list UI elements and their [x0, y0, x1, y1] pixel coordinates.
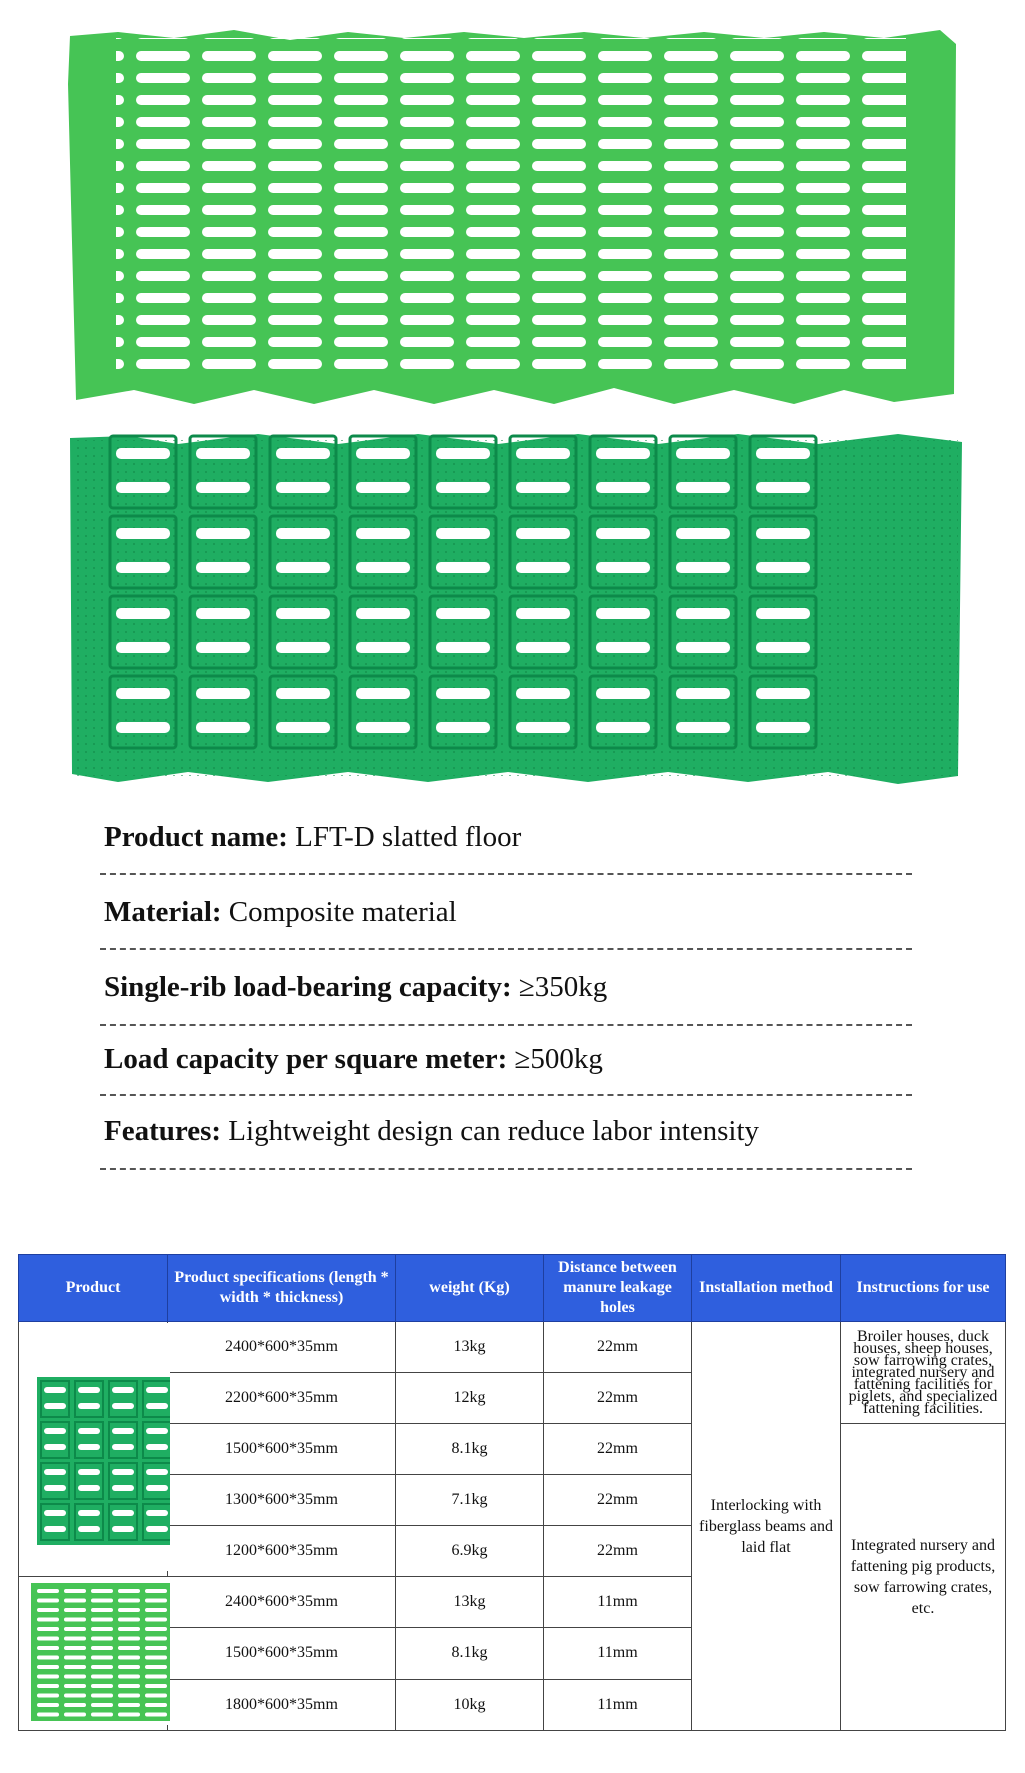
divider [100, 1094, 912, 1096]
spec-product-name: Product name: LFT-D slatted floor [104, 821, 522, 853]
product-image-slot-floor [19, 1577, 168, 1731]
header-product: Product [19, 1255, 168, 1322]
cell-spec: 1500*600*35mm [168, 1424, 396, 1475]
table-header-row [19, 1255, 1006, 1322]
spec-features: Features: Lightweight design can reduce labor intensity [104, 1115, 760, 1147]
cell-spec: 2200*600*35mm [168, 1373, 396, 1424]
slatted-floor-photo-long-slots [64, 24, 960, 414]
cell-weight: 7.1kg [396, 1475, 544, 1526]
cell-spec: 2400*600*35mm [168, 1577, 396, 1628]
spec-material: Material: Composite material [104, 896, 457, 928]
cell-spec: 1500*600*35mm [168, 1628, 396, 1679]
cell-weight: 10kg [396, 1679, 544, 1730]
cell-instructions-2: Integrated nursery and fattening pig products, sow farrowing crates, etc. [841, 1424, 1006, 1731]
spec-load-per-square-meter: Load capacity per square meter: ≥500kg [104, 1043, 603, 1075]
divider [100, 1168, 912, 1170]
cell-distance: 11mm [544, 1679, 692, 1730]
header-specifications: Product specifications (length * width * thickness) [168, 1255, 396, 1322]
header-instructions: Instructions for use [841, 1255, 1006, 1322]
header-weight: weight (Kg) [396, 1255, 544, 1322]
product-spec-table [18, 1254, 1006, 1731]
cell-spec: 2400*600*35mm [168, 1322, 396, 1373]
cell-spec: 1800*600*35mm [168, 1679, 396, 1730]
cell-weight: 13kg [396, 1322, 544, 1373]
cell-weight: 8.1kg [396, 1628, 544, 1679]
cell-distance: 22mm [544, 1424, 692, 1475]
cell-distance: 22mm [544, 1322, 692, 1373]
cell-distance: 22mm [544, 1475, 692, 1526]
cell-distance: 22mm [544, 1373, 692, 1424]
spec-single-rib-capacity: Single-rib load-bearing capacity: ≥350kg [104, 971, 608, 1003]
slot-floor-thumbnail [23, 1577, 170, 1725]
divider [100, 948, 912, 950]
cell-weight: 8.1kg [396, 1424, 544, 1475]
grid-floor-thumbnail [23, 1323, 170, 1571]
cell-spec: 1200*600*35mm [168, 1526, 396, 1577]
header-hole-distance: Distance between manure leakage holes [544, 1255, 692, 1322]
cell-installation: Interlocking with fiberglass beams and laid flat [692, 1322, 841, 1731]
divider [100, 873, 912, 875]
table-row [19, 1322, 1006, 1373]
cell-instructions-1: Broiler houses, duck houses, sheep houses, sow farrowing crates, integrated nursery and fattening facilities for piglets, and specialized fattening facilities. [841, 1322, 1006, 1424]
product-image-grid-floor [19, 1322, 168, 1577]
header-installation: Installation method [692, 1255, 841, 1322]
cell-distance: 11mm [544, 1628, 692, 1679]
cell-weight: 6.9kg [396, 1526, 544, 1577]
cell-distance: 22mm [544, 1526, 692, 1577]
divider [100, 1024, 912, 1026]
slatted-floor-photo-grid [68, 430, 964, 790]
cell-weight: 13kg [396, 1577, 544, 1628]
cell-distance: 11mm [544, 1577, 692, 1628]
cell-weight: 12kg [396, 1373, 544, 1424]
cell-spec: 1300*600*35mm [168, 1475, 396, 1526]
